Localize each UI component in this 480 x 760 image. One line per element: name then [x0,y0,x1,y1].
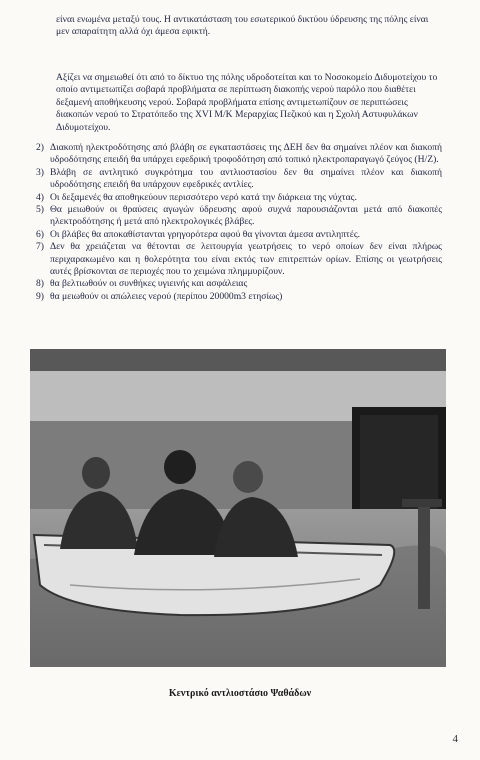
list-item-text: Βλάβη σε αντλητικό συγκρότημα του αντλιοστασίου δεν θα σημαίνει πλέον και διακοπή υδροδότησης επειδή θα υπάρχουν εφεδρικές αντλίες. [50,166,442,191]
list-item-text: θα μειωθούν οι απώλειες νερού (περίπου 20000m3 ετησίως) [50,290,283,302]
list-item [36,241,442,278]
list-item-number: 4) [36,191,44,203]
list-item-text: θα βελτιωθούν οι συνθήκες υγιεινής και ασφάλειας [50,278,248,290]
list-item-number: 9) [36,290,44,302]
list-item [36,142,442,167]
list-item-number: 8) [36,278,44,290]
list-item-number: 5) [36,204,44,216]
list-item-number: 2) [36,142,44,153]
photo-caption: Κεντρικό αντλιοστάσιο Ψαθάδων [168,688,312,699]
list-item-number: 6) [36,228,44,240]
list-item [36,167,442,192]
list-item [36,204,442,229]
numbered-list [36,142,442,303]
list-item [36,229,442,241]
list-item-number: 3) [36,166,44,178]
list-item-text: Θα μειωθούν οι θραύσεις αγωγών ύδρευσης αφού συχνά παρουσιάζονται μετά από διακοπές ηλεκτροδότησης ή μετά από ηλεκτρολογικές βλάβες. [50,204,442,228]
list-item-number: 7) [36,241,44,253]
page-number: 4 [452,733,458,745]
intro-text: είναι ενωμένα μεταξύ τους. Η αντικατάσταση του εσωτερικού δικτύου ύδρευσης της πόλης είναι μεν απαραίτητη αλλά όχι άμεσα εφικτή. [56,14,429,38]
list-item-text: Οι δεξαμενές θα αποθηκεύουν περισσότερο νερό κατά την διάρκεια της νύχτας. [50,191,357,203]
list-item [36,291,442,303]
list-item [36,192,442,204]
main-paragraph: Αξίζει να σημειωθεί ότι από το δίκτυο της πόλης υδροδοτείται και το Νοσοκομείο Διδυμοτείχου το οποίο αντιμετωπίζει σοβαρά προβλήματα σε περίπτωση διακοπής νερού παρόλο που διαθέτει δεξαμενή αποθήκευσης νερού. Σοβαρά προβλήματα επίσης αντιμετωπίζουν σε περιπτώσεις διακοπών νερού το Στρατόπεδο της XVI Μ/Κ Μεραρχίας Πεζικού και η Σχολή Αστυφυλάκων Διδυμοτείχου. [56,72,438,133]
list-item-text: Διακοπή ηλεκτροδότησης από βλάβη σε εγκαταστάσεις της ΔΕΗ δεν θα σημαίνει πλέον και διακοπή υδροδότησης επειδή θα υπάρχει εφεδρική τροφοδότηση από τοπικό ηλεκτροπαραγωγό ζεύγος (Η/Ζ). [50,142,442,166]
list-item [36,278,442,290]
list-item-text: Οι βλάβες θα αποκαθίστανται γρηγορότερα αφού θα γίνονται άμεσα αντιληπτές. [50,228,361,240]
pumping-station-photo [30,349,446,667]
list-item-text: Δεν θα χρειάζεται να θέτονται σε λειτουργία γεωτρήσεις το νερό οποίων δεν είναι πλήρως περιχαρακωμένο και η θολερότητα του είναι εκτός των επιτρεπτών ορίων. Επίσης οι γεωτρήσεις αυτές βρίσκονται σε περιοχές που το χειμώνα πλημμυρίζουν. [50,241,442,278]
